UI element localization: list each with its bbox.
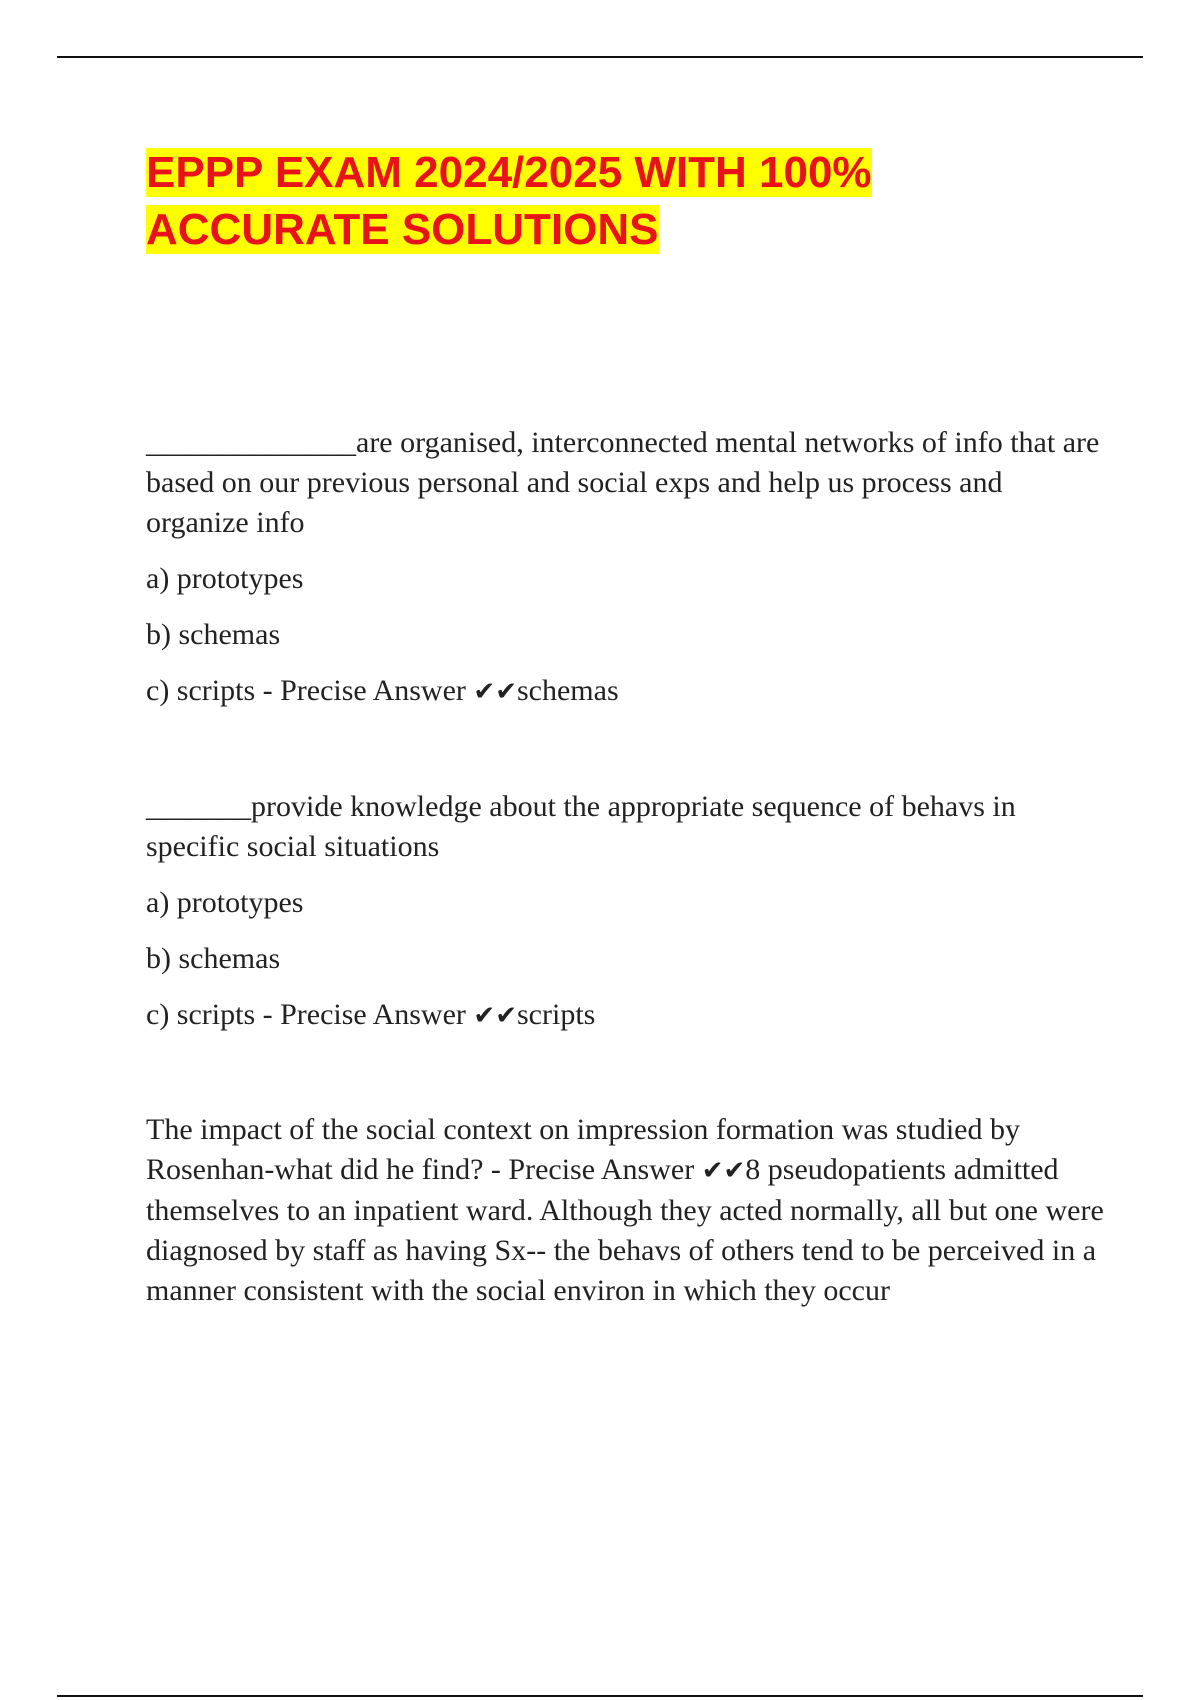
question-2-option-b: b) schemas xyxy=(146,942,281,975)
question-1-option-a: a) prototypes xyxy=(146,562,304,595)
question-2-option-c-label: c) scripts - Precise Answer xyxy=(146,998,474,1031)
top-divider xyxy=(57,56,1143,58)
bottom-divider xyxy=(57,1695,1143,1697)
question-2-text: _______provide knowledge about the appropriate sequence of behavs in specific social situations xyxy=(146,790,1016,863)
page-title xyxy=(146,144,1106,258)
question-3 xyxy=(146,1110,1106,1311)
question-3-text xyxy=(146,1110,1106,1311)
question-1-option-b: b) schemas xyxy=(146,618,281,651)
title-line-1: EPPP EXAM 2024/2025 WITH 100% xyxy=(146,148,872,197)
question-1-text: ______________are organised, interconnected mental networks of info that are based on our previous personal and social exps and help us process and organize info xyxy=(146,426,1100,539)
double-check-icon: ✔✔ xyxy=(473,1001,517,1031)
question-3-prompt: The impact of the social context on impression formation was studied by Rosenhan-what did he find? - Precise Answer xyxy=(146,1113,1020,1186)
question-1 xyxy=(146,423,1106,712)
question-2-option-c xyxy=(146,995,1106,1036)
question-1-answer: schemas xyxy=(517,674,619,707)
double-check-icon: ✔✔ xyxy=(473,677,517,707)
question-2 xyxy=(146,787,1106,1036)
question-1-option-c xyxy=(146,671,1106,712)
question-3-answer: 8 pseudopatients admitted themselves to an inpatient ward. Although they acted normally, all but one were diagnosed by staff as having Sx-- the behavs of others tend to be perceived in a manner consistent with the social environ in which they occur xyxy=(146,1153,1104,1307)
question-1-option-c-label: c) scripts - Precise Answer xyxy=(146,674,474,707)
double-check-icon: ✔✔ xyxy=(701,1156,746,1186)
title-line-2: ACCURATE SOLUTIONS xyxy=(146,205,659,254)
question-2-option-a: a) prototypes xyxy=(146,886,304,919)
question-2-answer: scripts xyxy=(517,998,596,1031)
